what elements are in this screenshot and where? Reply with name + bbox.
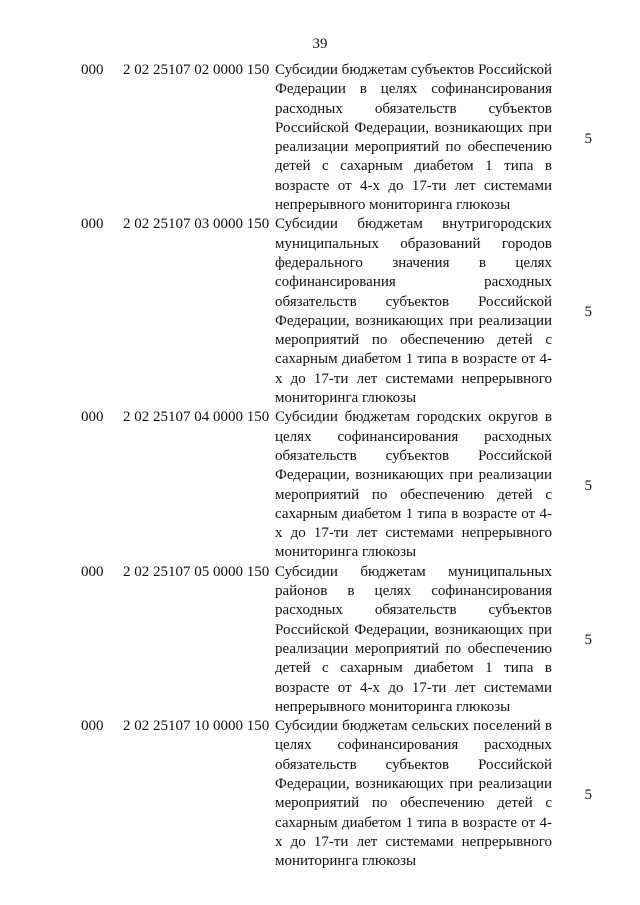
income-description: Субсидии бюджетам субъектов Российской Федерации в целях софинансирования расходных обязательств субъектов Российской Федерации, возникающих при реализации мероприятий по обеспечению детей с сахарным диабетом 1 типа в возрасте от 4-х до 17-ти лет системами непрерывного мониторинга глюкозы — [275, 62, 552, 214]
income-description: Субсидии бюджетам сельских поселений в целях софинансирования расходных обязательств субъектов Российской Федерации, возникающих при реализации мероприятий по обеспечению детей с сахарным диабетом 1 типа в возрасте от 4-х до 17-ти лет системами непрерывного мониторинга глюкозы — [275, 718, 552, 870]
admin-code: 000 — [81, 563, 104, 580]
budget-classification-code: 2 02 25107 10 0000 150 — [123, 718, 270, 735]
table-row — [0, 717, 640, 871]
budget-classification-code: 2 02 25107 05 0000 150 — [123, 563, 270, 580]
amount-value: 5 — [584, 130, 592, 147]
budget-code-table — [0, 61, 640, 871]
budget-classification-code: 2 02 25107 04 0000 150 — [123, 409, 270, 426]
amount-value: 5 — [584, 478, 592, 495]
admin-code: 000 — [81, 718, 104, 735]
table-row — [0, 563, 640, 717]
page-number: 39 — [312, 36, 328, 52]
table-row — [0, 408, 640, 562]
amount-value: 5 — [584, 786, 592, 803]
amount-value: 5 — [584, 304, 592, 321]
budget-classification-code: 2 02 25107 03 0000 150 — [123, 216, 270, 233]
budget-classification-code: 2 02 25107 02 0000 150 — [123, 62, 270, 78]
admin-code: 000 — [81, 409, 104, 426]
table-row — [0, 215, 640, 408]
table-row — [0, 61, 640, 215]
income-description: Субсидии бюджетам муниципальных районов в целях софинансирования расходных обязательств субъектов Российской Федерации, возникающих при реализации мероприятий по обеспечению детей с сахарным диабетом 1 типа в возрасте от 4-х до 17-ти лет системами непрерывного мониторинга глюкозы — [275, 563, 552, 715]
income-description: Субсидии бюджетам городских округов в целях софинансирования расходных обязательств субъектов Российской Федерации, возникающих при реализации мероприятий по обеспечению детей с сахарным диабетом 1 типа в возрасте от 4-х до 17-ти лет системами непрерывного мониторинга глюкозы — [275, 409, 552, 561]
admin-code: 000 — [81, 216, 104, 233]
admin-code: 000 — [81, 62, 104, 78]
income-description: Субсидии бюджетам внутригородских муниципальных образований городов федерального значения в целях софинансирования расходных обязательств субъектов Российской Федерации, возникающих при реализации мероприятий по обеспечению детей с сахарным диабетом 1 типа в возрасте от 4-х до 17-ти лет системами непрерывного мониторинга глюкозы — [275, 216, 552, 407]
amount-value: 5 — [584, 632, 592, 649]
